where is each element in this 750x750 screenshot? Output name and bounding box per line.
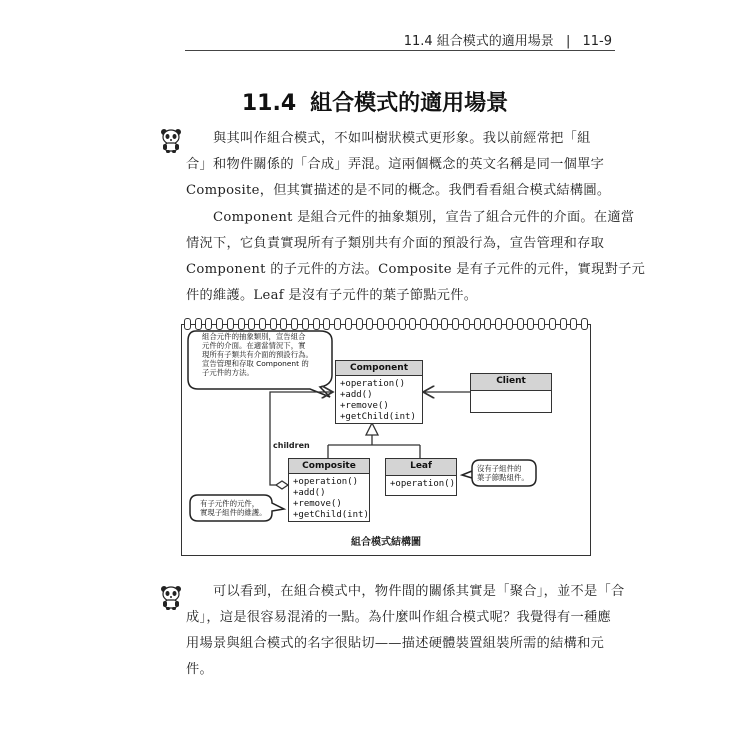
uml-class-leaf	[385, 458, 457, 496]
composite-structure-diagram	[181, 324, 591, 556]
panda-icon	[160, 128, 182, 154]
diagram-caption: 組合模式結構圖	[351, 537, 421, 548]
header-rule	[185, 50, 615, 51]
bubble-line: 葉子節點組件。	[477, 473, 529, 482]
paragraph-line: 件的維護。Leaf 是沒有子元件的葉子節點元件。	[186, 288, 478, 303]
uml-class-name: Component	[336, 361, 422, 376]
uml-class-name: Client	[471, 374, 551, 391]
paragraph-line: Component 是組合元件的抽象類別，宣告了組合元件的介面。在適當	[213, 210, 635, 225]
paragraph-intro	[186, 126, 610, 204]
uml-class-client	[470, 373, 552, 413]
children-label: children	[273, 441, 310, 450]
bubble-line: 實現子組件的維護。	[200, 508, 267, 517]
section-title	[0, 86, 750, 117]
uml-method: +getChild(int)	[340, 412, 416, 422]
running-header	[404, 30, 612, 49]
bubble-line: 元件的介面。在適當情況下，實	[202, 341, 306, 350]
bubble-line: 組合元件的抽象類別，宣告組合	[202, 332, 306, 341]
section-number: 11.4	[241, 91, 297, 116]
uml-method: +add()	[340, 390, 373, 400]
paragraph-line: 用場景與組合模式的名字很貼切——描述硬體裝置組裝所需的結構和元	[186, 636, 605, 651]
uml-class-name: Composite	[289, 459, 369, 474]
bubble-line: 宣告管理和存取 Component 的	[202, 359, 309, 368]
panda-icon	[160, 585, 182, 611]
uml-method: +remove()	[340, 401, 389, 411]
paragraph-line: 合」和物件關係的「合成」弄混。這兩個概念的英文名稱是同一個單字	[186, 157, 605, 172]
uml-class-composite	[288, 458, 370, 522]
bubble-line: 子元件的方法。	[202, 368, 254, 377]
paragraph-line: 件。	[186, 662, 213, 677]
paragraph-line: 與其叫作組合模式，不如叫樹狀模式更形象。我以前經常把「組	[213, 131, 591, 146]
paragraph-component	[186, 205, 646, 309]
aggregation-diamond	[276, 481, 288, 489]
header-section-name: 組合模式的適用場景	[436, 34, 554, 49]
bubble-composite-text	[200, 499, 267, 517]
uml-method: +add()	[293, 488, 326, 498]
paragraph-line: Composite，但其實描述的是不同的概念。我們看看組合模式結構圖。	[186, 183, 611, 198]
header-page-number: 11-9	[582, 34, 612, 49]
header-section-ref: 11.4	[403, 34, 433, 49]
bubble-line: 沒有子組件的	[477, 464, 522, 473]
paragraph-line: Component 的子元件的方法。Composite 是有子元件的元件，實現對子元	[186, 262, 646, 277]
bubble-component-text	[202, 332, 313, 377]
paragraph-conclusion	[186, 579, 625, 683]
paragraph-line: 成」，這是很容易混淆的一點。為什麼叫作組合模式呢？我覺得有一種應	[186, 610, 611, 625]
paragraph-line: 可以看到，在組合模式中，物件間的關係其實是「聚合」，並不是「合	[213, 584, 625, 599]
paragraph-line: 情況下，它負責實現所有子類別共有介面的預設行為，宣告管理和存取	[186, 236, 605, 251]
uml-class-component	[335, 360, 423, 424]
uml-method: +remove()	[293, 499, 342, 509]
uml-method: +operation()	[390, 479, 456, 489]
section-title-text: 組合模式的適用場景	[310, 91, 509, 116]
uml-method: +getChild(int)	[293, 510, 369, 520]
header-separator: |	[565, 34, 571, 49]
uml-class-name: Leaf	[386, 459, 456, 476]
uml-method: +operation()	[340, 379, 406, 389]
bubble-leaf-text	[477, 464, 529, 482]
uml-method: +operation()	[293, 477, 359, 487]
bubble-line: 現所有子類共有介面的預設行為。	[202, 350, 313, 359]
bubble-line: 有子元件的元件，	[200, 499, 260, 508]
